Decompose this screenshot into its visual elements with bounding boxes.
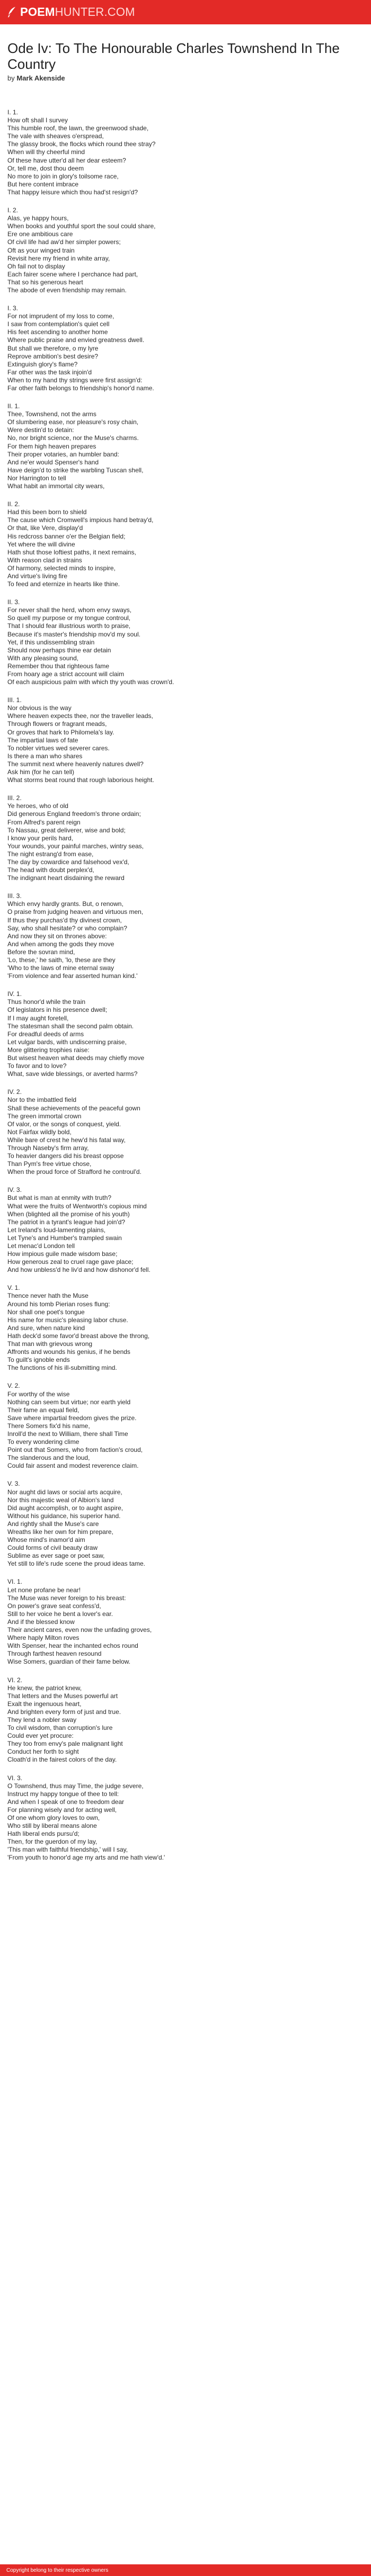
poem-line: His feet ascending to another home — [7, 328, 108, 336]
poem-line: With Spenser, hear the inchanted echos round — [7, 1642, 138, 1650]
poem-line: And when among the gods they move — [7, 940, 114, 948]
poem-line: The head with doubt perplex'd, — [7, 866, 94, 874]
poem-line: Not Fairfax wildly bold, — [7, 1128, 72, 1136]
poem-line: More glittering trophies raise: — [7, 1046, 90, 1054]
stanza — [7, 1774, 364, 1862]
poem-line: Their ancient cares, even now the unfading groves, — [7, 1626, 152, 1634]
poem-line: To favor and to love? — [7, 1062, 67, 1070]
poem-line: But here content imbrace — [7, 180, 79, 188]
quill-icon — [6, 6, 17, 18]
poem-line: Which envy hardly grants. But, o renown, — [7, 900, 123, 908]
poem-line: Their fame an equal field, — [7, 1406, 80, 1414]
poem-line: For them high heaven prepares — [7, 442, 96, 450]
stanza — [7, 1676, 364, 1764]
poem-line: Oft as your winged train — [7, 246, 75, 254]
poem-line: Where haply Milton roves — [7, 1634, 80, 1642]
poem-line: That letters and the Muses powerful art — [7, 1692, 118, 1700]
poem-content — [0, 24, 371, 1862]
poem-line: Ask him (for he can tell) — [7, 768, 75, 776]
poem-line: Alas, ye happy hours, — [7, 214, 69, 222]
poem-line: Of slumbering ease, nor pleasure's rosy chain, — [7, 418, 139, 426]
stanza — [7, 109, 364, 196]
poem-line: How generous zeal to cruel rage gave place; — [7, 1258, 134, 1266]
poem-line: To guilt's ignoble ends — [7, 1356, 70, 1364]
poem-line: And ne'er would Spenser's hand — [7, 458, 99, 466]
stanza — [7, 402, 364, 490]
poem-line: Could forms of civil beauty draw — [7, 1544, 98, 1552]
footer-bar — [0, 2564, 371, 2576]
stanza-number: III. 2. — [7, 794, 22, 802]
poem-line: Inroll'd the next to William, there shall Time — [7, 1430, 128, 1438]
poem-line: Of legislators in his presence dwell; — [7, 1006, 108, 1014]
poem-line: Exalt the ingenuous heart, — [7, 1700, 82, 1708]
stanza — [7, 1088, 364, 1176]
stanza-number: II. 3. — [7, 598, 20, 606]
poem-line: Than Pym's free virtue chose, — [7, 1160, 92, 1168]
poem-line: On power's grave seat confess'd, — [7, 1602, 101, 1610]
stanza — [7, 892, 364, 980]
poem-line: Of civil life had aw'd her simpler powers; — [7, 238, 121, 246]
poem-line: Say, who shall hesitate? or who complain? — [7, 924, 127, 932]
poem-line: To heavier dangers did his breast oppose — [7, 1152, 124, 1160]
stanza-number: II. 1. — [7, 402, 20, 410]
poem-line: Because it's master's friendship mov'd my soul. — [7, 630, 140, 638]
poem-line: Or groves that hark to Philomela's lay. — [7, 728, 114, 736]
stanza — [7, 598, 364, 686]
stanza-number: VI. 2. — [7, 1676, 23, 1684]
poem-line: For never shall the herd, whom envy sways, — [7, 606, 132, 614]
poem-line: Have deign'd to strike the warbling Tuscan shell, — [7, 466, 144, 474]
poem-line: Affronts and wounds his genius, if he bends — [7, 1348, 130, 1356]
poem-line: Let Ireland's loud-lamenting plains, — [7, 1226, 106, 1234]
poem-line: To civil wisdom, than corruption's lure — [7, 1724, 113, 1732]
poem-line: Where public praise and envied greatness dwell. — [7, 336, 145, 344]
stanza — [7, 1382, 364, 1470]
poem-line: For planning wisely and for acting well, — [7, 1806, 117, 1814]
poem-line: From hoary age a strict account will claim — [7, 670, 125, 678]
poem-line: Around his tomb Pierian roses flung: — [7, 1300, 110, 1308]
poem-line: Conduct her forth to sight — [7, 1748, 79, 1756]
poem-line: What habit an immortal city wears, — [7, 482, 105, 490]
poem-line: Let none profane be near! — [7, 1586, 81, 1594]
poem-line: The statesman shall the second palm obtain. — [7, 1022, 134, 1030]
poem-line: Of each auspicious palm with which thy youth was crown'd. — [7, 678, 174, 686]
poem-line: To every wondering clime — [7, 1438, 80, 1446]
poem-line: When the proud force of Strafford he controul'd. — [7, 1168, 142, 1176]
poem-line: To Nassau, great deliverer, wise and bold; — [7, 826, 126, 834]
poem-line: Thee, Townshend, not the arms — [7, 410, 96, 418]
poem-line: The slanderous and the loud, — [7, 1454, 90, 1462]
stanza-number: V. 3. — [7, 1480, 20, 1488]
poem-line: Did generous England freedom's throne ordain; — [7, 810, 141, 818]
poem-line: What, save wide blessings, or averted harms? — [7, 1070, 138, 1078]
poem-line: The indignant heart disdaining the reward — [7, 874, 125, 882]
poem-line: Nothing can seem but virtue; nor earth yield — [7, 1398, 131, 1406]
poem-line: Of valor, or the songs of conquest, yield. — [7, 1120, 121, 1128]
poem-line: And rightly shall the Muse's care — [7, 1520, 99, 1528]
poem-line: But wisest heaven what deeds may chiefly move — [7, 1054, 145, 1062]
poem-line: Remember thou that righteous fame — [7, 662, 110, 670]
stanza — [7, 304, 364, 392]
poem-line: Of one whom glory loves to own, — [7, 1814, 100, 1821]
poem-line: The functions of his ill-submitting mind. — [7, 1364, 117, 1372]
poem-line: No more to join in glory's toilsome race, — [7, 172, 119, 180]
poem-line: Sublime as ever sage or poet saw, — [7, 1552, 105, 1560]
poem-line: When to my hand thy strings were first assign'd: — [7, 376, 143, 384]
poem-line: Their proper votaries, an humbler band: — [7, 450, 119, 458]
poem-line: For worthy of the wise — [7, 1390, 70, 1398]
poem-line: But what is man at enmity with truth? — [7, 1194, 112, 1202]
poem-line: Through farthest heaven resound — [7, 1650, 102, 1658]
poem-line: Before the sovran mind, — [7, 948, 75, 956]
poem-line: The patriot in a tyrant's league had join'd? — [7, 1218, 126, 1226]
poem-line: Wreaths like her own for him prepare, — [7, 1528, 113, 1536]
poem-line: That happy leisure which thou had'st resign'd? — [7, 188, 138, 196]
poem-line: That man with grievous wrong — [7, 1340, 93, 1348]
poem-line: Or, tell me, dost thou deem — [7, 164, 84, 172]
poem-line: Oh fail not to display — [7, 262, 65, 270]
logo-text-hunter: HUNTER.COM — [55, 5, 135, 19]
poem-line: Yet still to life's rude scene the proud ideas tame. — [7, 1560, 145, 1568]
poem-line: 'This man with faithful friendship,' will I say, — [7, 1846, 128, 1854]
poem-line: And sure, when nature kind — [7, 1324, 85, 1332]
poem-line: When will thy cheerful mind — [7, 148, 85, 156]
poem-line: Reprove ambition's best desire? — [7, 352, 99, 360]
stanza — [7, 696, 364, 784]
poem-line: What storms beat round that rough laborious height. — [7, 776, 154, 784]
poem-line: The green immortal crown — [7, 1112, 82, 1120]
poem-line: Did aught accomplish, or to aught aspire, — [7, 1504, 123, 1512]
poem-line: How impious guile made wisdom base; — [7, 1250, 118, 1258]
poem-line: They too from envy's pale malignant light — [7, 1740, 123, 1748]
poem-line: The day by cowardice and falsehood vex'd, — [7, 858, 129, 866]
poem-line: While bare of crest he hew'd his fatal way, — [7, 1136, 126, 1144]
poem-line: Were destin'd to detain: — [7, 426, 74, 434]
poem-line: Without his guidance, his superior hand. — [7, 1512, 121, 1520]
poem-line: I saw from contemplation's quiet cell — [7, 320, 110, 328]
poem-line: If I may aught foretell, — [7, 1014, 69, 1022]
stanza — [7, 1578, 364, 1666]
site-logo[interactable] — [6, 5, 135, 19]
poem-line: Far other faith belongs to friendship's honor'd name. — [7, 384, 154, 392]
poem-line: So quell my purpose or my tongue controul, — [7, 614, 131, 622]
poem-line: Who still by liberal means alone — [7, 1822, 97, 1830]
poem-line: Let vulgar bards, with undiscerning praise, — [7, 1038, 127, 1046]
stanza-number: III. 3. — [7, 892, 22, 900]
poem-line: What were the fruits of Wentworth's copious mind — [7, 1202, 147, 1210]
poem-body — [7, 109, 364, 1862]
poem-line: Should now perhaps thine ear detain — [7, 646, 111, 654]
poem-line: Far other was the task injoin'd — [7, 368, 92, 376]
poem-line: Wise Somers, guardian of their fame below. — [7, 1658, 131, 1666]
poem-line: The glassy brook, the flocks which round thee stray? — [7, 140, 156, 148]
poem-line: When (blighted all the promise of his youth) — [7, 1210, 130, 1218]
poem-line: Ye heroes, who of old — [7, 802, 68, 810]
poem-line: His redcross banner o'er the Belgian field; — [7, 532, 126, 540]
poem-line: There Somers fix'd his name, — [7, 1422, 90, 1430]
poem-line: Had this been born to shield — [7, 508, 87, 516]
stanza-number: IV. 2. — [7, 1088, 22, 1096]
stanza-number: V. 1. — [7, 1284, 20, 1292]
poem-line: Revisit here my friend in white array, — [7, 254, 110, 262]
stanza — [7, 500, 364, 588]
poem-line: 'From violence and fear asserted human kind.' — [7, 972, 138, 980]
poem-line: Point out that Somers, who from faction's croud, — [7, 1446, 143, 1454]
stanza-number: VI. 3. — [7, 1774, 23, 1782]
poem-line: Thus honor'd while the train — [7, 998, 86, 1006]
poem-line: Thence never hath the Muse — [7, 1292, 89, 1300]
poem-line: The vale with sheaves o'erspread, — [7, 132, 104, 140]
poem-line: How oft shall I survey — [7, 116, 68, 124]
poem-line: Then, for the guerdon of my lay, — [7, 1838, 98, 1846]
poem-line: If thus they purchas'd thy divinest crown, — [7, 916, 122, 924]
poem-line: From Alfred's parent reign — [7, 818, 81, 826]
poem-line: The impartial laws of fate — [7, 736, 78, 744]
poem-line: Or that, like Vere, display'd — [7, 524, 83, 532]
poem-line: Extinguish glory's flame? — [7, 360, 78, 368]
poem-line: Through Naseby's firm array, — [7, 1144, 89, 1152]
stanza — [7, 1186, 364, 1274]
poem-line: Shall these achievements of the peaceful gown — [7, 1104, 140, 1112]
poem-line: Let Tyne's and Humber's trampled swain — [7, 1234, 122, 1242]
poem-line: That so his generous heart — [7, 278, 83, 286]
stanza-number: II. 2. — [7, 500, 20, 508]
poem-line: Let menac'd London tell — [7, 1242, 75, 1250]
poem-line: And brighten every form of just and true. — [7, 1708, 121, 1716]
poem-line: Nor shall one poet's tongue — [7, 1308, 85, 1316]
stanza-number: VI. 1. — [7, 1578, 23, 1586]
poem-line: O Townshend, thus may Time, the judge severe, — [7, 1782, 144, 1790]
stanza — [7, 1284, 364, 1372]
poem-line: Ere one ambitious care — [7, 230, 73, 238]
poem-line: Each fairer scene where I perchance had part, — [7, 270, 138, 278]
poem-line: Save where impartial freedom gives the prize. — [7, 1414, 137, 1422]
stanza-number: I. 3. — [7, 304, 19, 312]
poem-line: Of harmony, selected minds to inspire, — [7, 564, 116, 572]
poem-line: For not imprudent of my loss to come, — [7, 312, 114, 320]
poem-line: Where heaven expects thee, nor the traveller leads, — [7, 712, 153, 720]
poem-line: His name for music's pleasing labor chuse. — [7, 1316, 128, 1324]
poem-line: Hath deck'd some favor'd breast above the throng, — [7, 1332, 150, 1340]
stanza-number: IV. 3. — [7, 1186, 22, 1194]
poem-line: With any pleasing sound, — [7, 654, 79, 662]
poem-line: And virtue's living fire — [7, 572, 68, 580]
stanza-number: V. 2. — [7, 1382, 20, 1390]
poem-line: Through flowers or fragrant meads, — [7, 720, 107, 728]
poem-line: Yet where the will divine — [7, 540, 75, 548]
poem-line: O praise from judging heaven and virtuous men, — [7, 908, 144, 916]
stanza — [7, 1480, 364, 1568]
stanza — [7, 990, 364, 1078]
poem-line: 'Who to the laws of mine eternal sway — [7, 964, 114, 972]
poem-line: 'Lo, these,' he saith, 'lo, these are they — [7, 956, 116, 964]
poem-line: Of these have utter'd all her dear esteem? — [7, 156, 126, 164]
poem-line: Nor obvious is the way — [7, 704, 72, 712]
poem-line: Still to her voice he bent a lover's ear. — [7, 1610, 113, 1618]
poem-line: That I should fear illustrious worth to praise, — [7, 622, 131, 630]
stanza-number: I. 2. — [7, 207, 19, 214]
poem-line: The summit next where heavenly natures dwell? — [7, 760, 144, 768]
stanza — [7, 207, 364, 294]
copyright-text: Copyright belong to their respective owners — [6, 2567, 109, 2573]
poem-line: Your wounds, your painful marches, wintry seas, — [7, 842, 144, 850]
poem-line: Is there a man who shares — [7, 752, 83, 760]
poem-line: To feed and eternize in hearts like thine. — [7, 580, 120, 588]
poem-line: This humble roof, the lawn, the greenwood shade, — [7, 124, 149, 132]
poem-line: The night estrang'd from ease, — [7, 850, 94, 858]
poem-line: I know your perils hard, — [7, 834, 74, 842]
poem-line: He knew, the patriot knew, — [7, 1684, 82, 1692]
poem-line: Hath shut those loftiest paths, it next remains, — [7, 548, 136, 556]
stanza-number: I. 1. — [7, 109, 19, 116]
header-bar — [0, 0, 371, 24]
byline-prefix: by — [7, 74, 15, 82]
poem-line: Whose mind's inamor'd aim — [7, 1536, 85, 1544]
poem-line: Nor this majestic weal of Albion's land — [7, 1496, 114, 1504]
poem-line: They lend a nobler sway — [7, 1716, 77, 1724]
stanza-number: III. 1. — [7, 696, 22, 704]
poem-line: And if the blessed know — [7, 1618, 75, 1626]
author-link[interactable]: Mark Akenside — [16, 74, 65, 82]
poem-line: To nobler virtues wed severer cares. — [7, 744, 110, 752]
poem-line: The Muse was never foreign to his breast: — [7, 1594, 126, 1602]
poem-line: Nor Harrington to tell — [7, 474, 66, 482]
poem-line: And now they sit on thrones above: — [7, 932, 107, 940]
poem-line: When books and youthful sport the soul could share, — [7, 222, 156, 230]
byline — [7, 74, 364, 82]
poem-line: Nor to the imbattled field — [7, 1096, 77, 1104]
poem-line: For dreadful deeds of arms — [7, 1030, 84, 1038]
stanza — [7, 794, 364, 882]
stanza-number: IV. 1. — [7, 990, 22, 998]
poem-line: Could ever yet procure: — [7, 1732, 74, 1740]
poem-line: Cloath'd in the fairest colors of the day. — [7, 1756, 117, 1764]
poem-line: The abode of even friendship may remain. — [7, 286, 127, 294]
poem-line: With reason clad in strains — [7, 556, 82, 564]
poem-line: Yet, if this undissembling strain — [7, 638, 95, 646]
poem-line: Nor aught did laws or social arts acquire, — [7, 1488, 122, 1496]
poem-line: Could fair assent and modest reverence claim. — [7, 1462, 139, 1470]
poem-line: The cause which Cromwell's impious hand betray'd, — [7, 516, 154, 524]
poem-title: Ode Iv: To The Honourable Charles Townshend In The Country — [7, 40, 340, 72]
poem-line: And when I speak of one to freedom dear — [7, 1798, 125, 1806]
poem-line: But shall we therefore, o my lyre — [7, 344, 99, 352]
poem-line: No, nor bright science, nor the Muse's charms. — [7, 434, 139, 442]
logo-text-poem: POEM — [20, 5, 55, 19]
poem-line: And how unbless'd he liv'd and how dishonor'd fell. — [7, 1266, 151, 1274]
poem-line: Instruct my happy tongue of thee to tell: — [7, 1790, 119, 1798]
poem-line: Hath liberal ends pursu'd; — [7, 1830, 80, 1838]
poem-line: 'From youth to honor'd age my arts and me hath view'd.' — [7, 1854, 165, 1862]
